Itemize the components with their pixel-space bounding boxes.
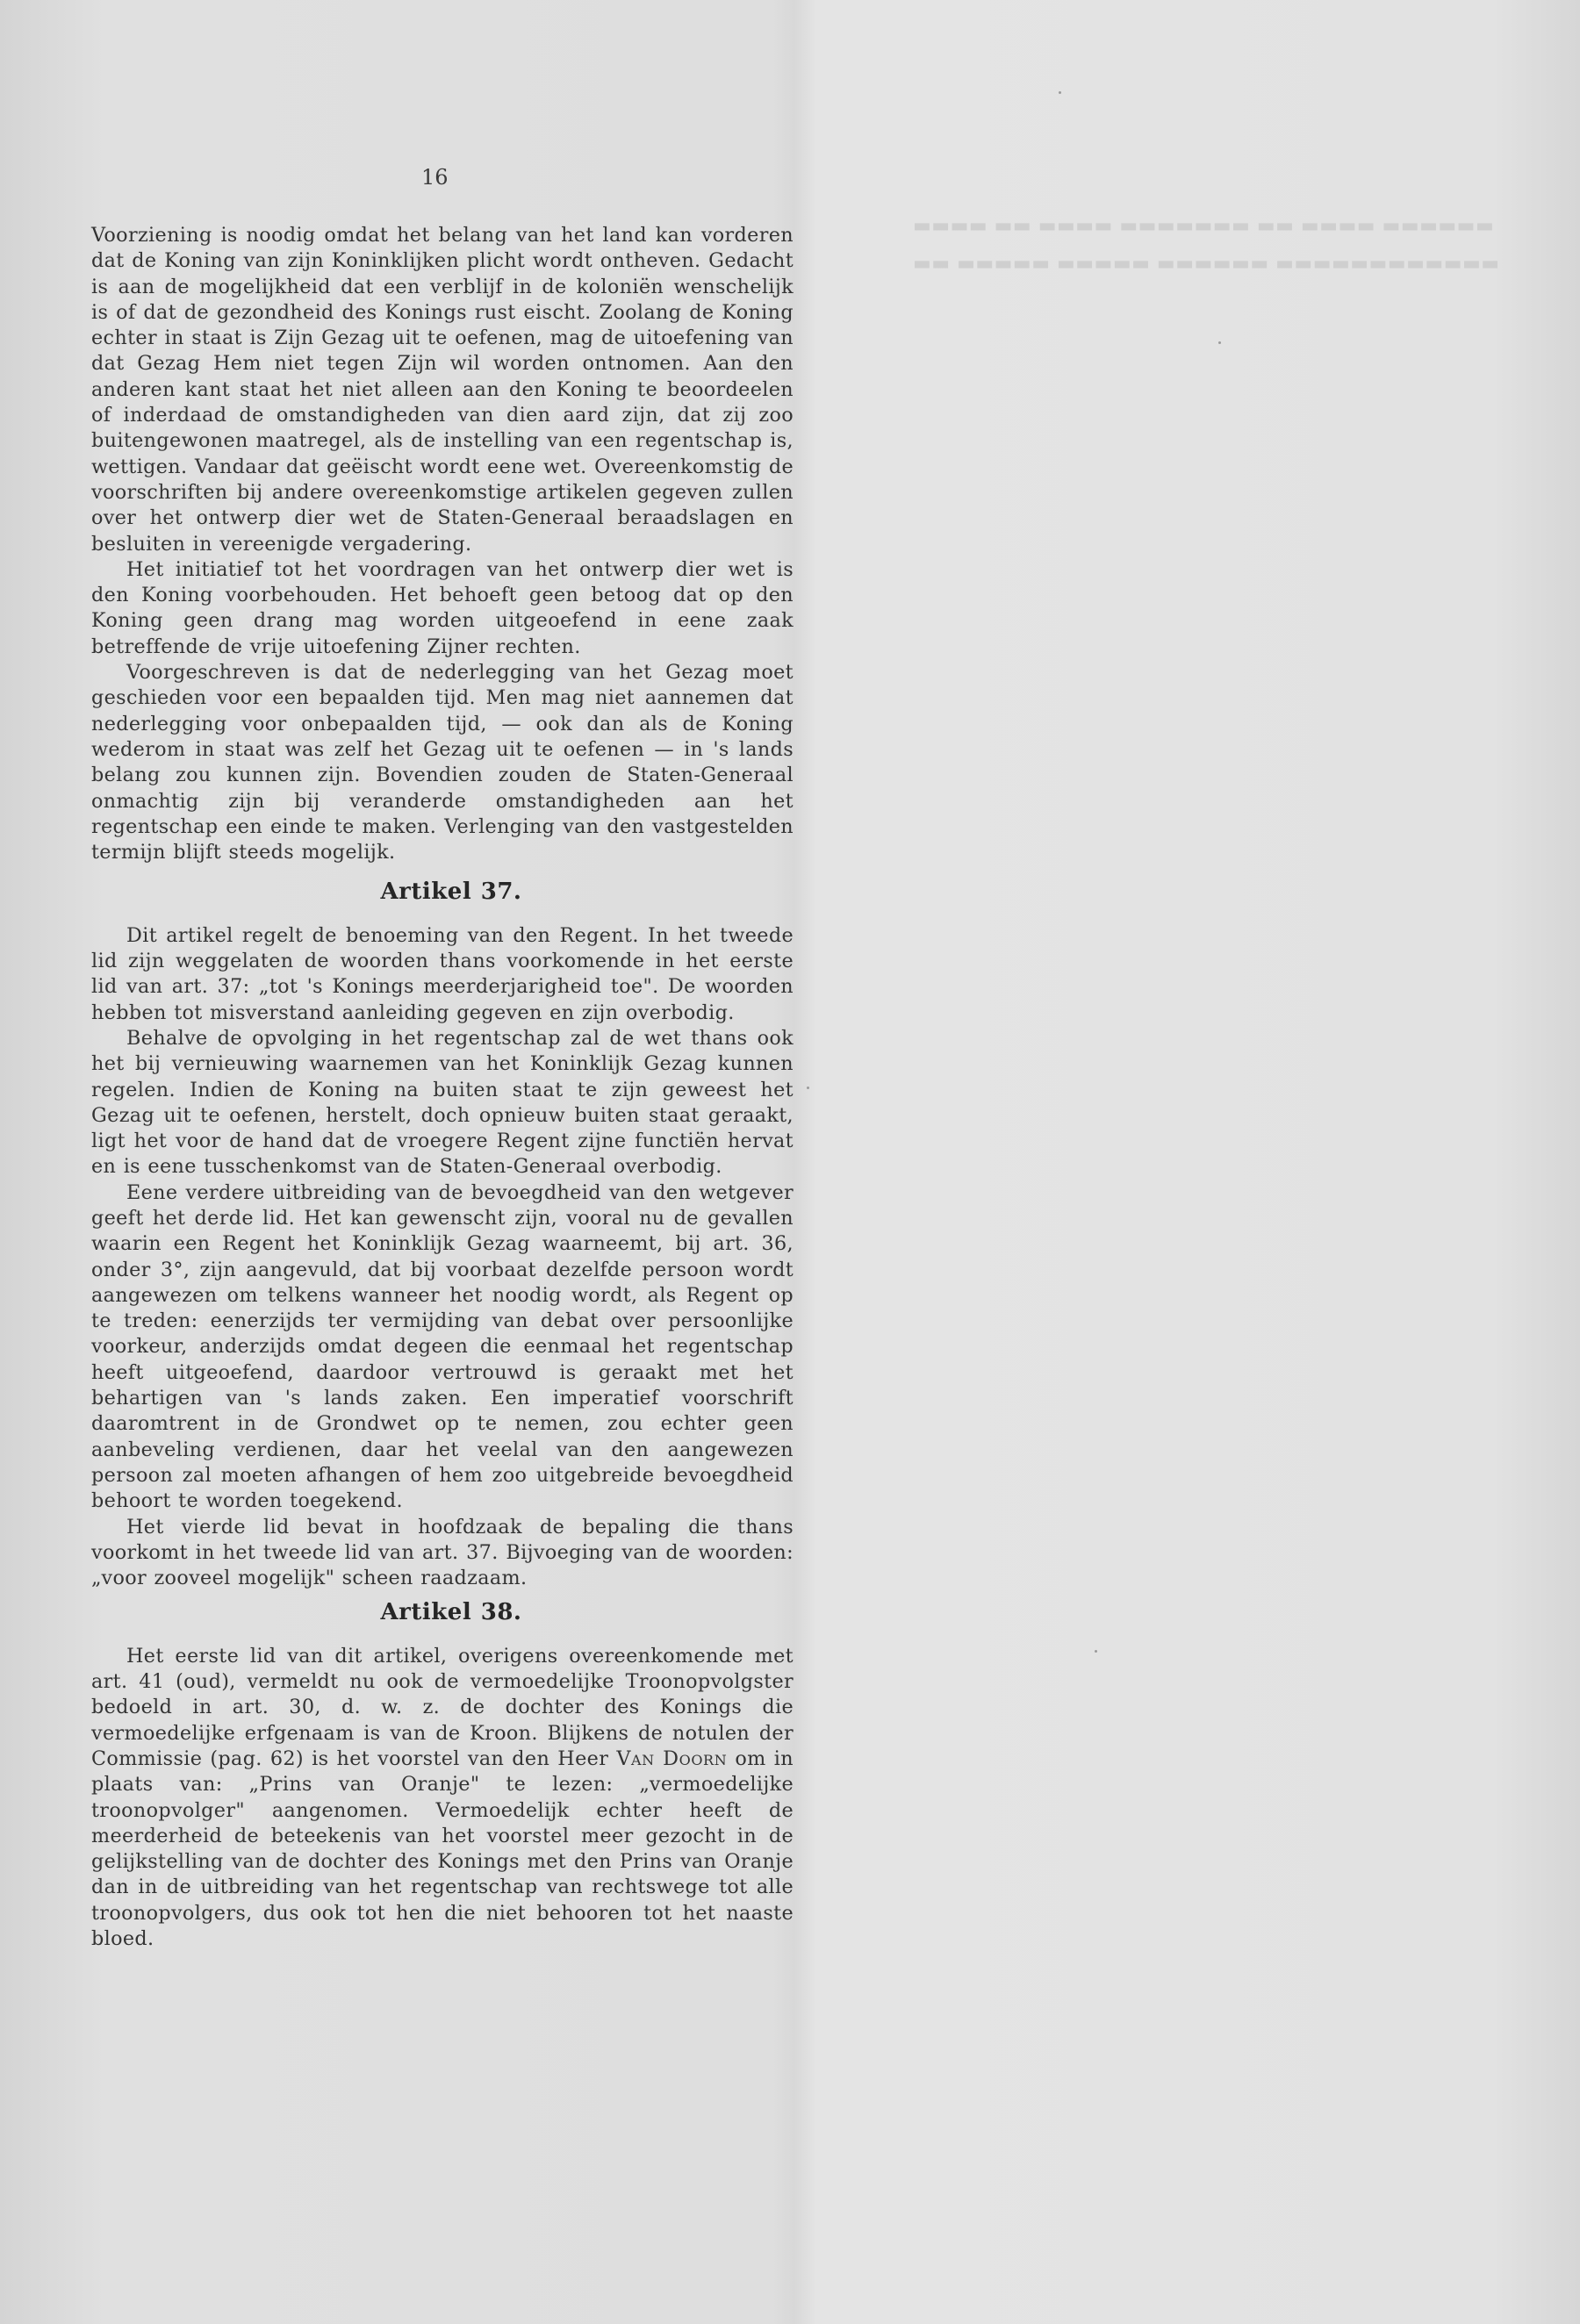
paragraph: Dit artikel regelt de benoeming van den Regent. In het tweede lid zijn weggelaten de woorden thans voorkomende in het eerste lid van art. 37: „tot 's Konings meerderjarigheid toe". De woorden hebben tot misverstand aanleiding gegeven en zijn overbodig. <box>91 923 794 1024</box>
paragraph: Het initiatief tot het voordragen van het ontwerp dier wet is den Koning voorbehouden. Het behoeft geen betoog dat op den Koning geen drang mag worden uitgeoefend in eene zaak betreffende de vrije uitoefening Zijner rechten. <box>91 557 794 658</box>
scan-speck <box>1218 341 1221 344</box>
paragraph: Voorgeschreven is dat de nederlegging van het Gezag moet geschieden voor een bepaalden tijd. Men mag niet aannemen dat nederlegging voor onbepaalden tijd, — ook dan als de Koning wederom in staat was zelf het Gezag uit te oefenen — in 's lands belang zou kunnen zijn. Bovendien zouden de Staten-Generaal onmachtig zijn bij veranderde omstandigheden aan het regentschap een einde te maken. Verlenging van den vastgestelden termijn blijft steeds mogelijk. <box>91 661 794 864</box>
paragraph: Voorziening is noodig omdat het belang van het land kan vorderen dat de Koning van zijn Koninklijken plicht wordt ontheven. Gedacht is aan de mogelijkheid dat een verblijf in de koloniën wenschelijk is of dat de gezondheid des Konings rust eischt. Zoolang de Koning echter in staat is Zijn Gezag uit te oefenen, mag de uitoefening van dat Gezag Hem niet tegen Zijn wil worden ontnomen. Aan den anderen kant staat het niet alleen aan den Koning te beoordeelen of inderdaad de omstandigheden van dien aard zijn, dat zij zoo buitengewonen maatregel, als de instelling van een regentschap is, wettigen. Vandaar dat geëischt wordt eene wet. Overeenkomstig de voorschriften bij andere overeenkomstige artikelen gegeven zullen over het ontwerp dier wet de Staten-Generaal beraadslagen en besluiten in vereenigde vergadering. <box>91 224 794 556</box>
paragraph-text: Het eerste lid van dit artikel, overigens overeenkomende met art. 41 (oud), vermeldt nu ook de vermoedelijke Troonopvolgster bedoeld in art. 30, d. w. z. de dochter des Konings die vermoedelijke erfgenaam is van de Kroon. Blijkens de notulen der Commissie (pag. 62) is het voorstel van den Heer <box>91 1644 794 1770</box>
scan-speck <box>807 1087 809 1089</box>
text-column <box>91 223 794 1952</box>
scan-speck <box>1059 91 1061 94</box>
section-heading-artikel-37: Artikel 37. <box>380 879 522 906</box>
section-heading-artikel-38: Artikel 38. <box>380 1599 522 1626</box>
paragraph: Behalve de opvolging in het regentschap zal de wet thans ook het bij vernieuwing waarnemen van het Koninklijk Gezag kunnen regelen. Indien de Koning na buiten staat te zijn geweest het Gezag uit te oefenen, herstelt, doch opnieuw buiten staat geraakt, ligt het voor de hand dat de vroegere Regent zijne functiën hervat en is eene tusschenkomst van de Staten-Generaal overbodig. <box>91 1026 794 1179</box>
paragraph: Eene verdere uitbreiding van de bevoegdheid van den wetgever geeft het derde lid. Het kan gewenscht zijn, vooral nu de gevallen waarin een Regent het Koninklijk Gezag waarneemt, bij art. 36, onder 3°, zijn aangevuld, dat bij voorbaat dezelfde persoon wordt aangewezen om telkens wanneer het noodig wordt, als Regent op te treden: eenerzijds ter vermijding van debat over persoonlijke voorkeur, anderzijds omdat degeen die eenmaal het regentschap heeft uitgeoefend, daardoor vertrouwd is geraakt met het behartigen van 's lands zaken. Een imperatief voorschrift daaromtrent in de Grondwet op te nemen, zou echter geen aanbeveling verdienen, daar het veelal van den aangewezen persoon zal moeten afhangen of hem zoo uitgebreide bevoegdheid behoort te worden toegekend. <box>91 1180 794 1513</box>
bleed-through-text: ▬▬▬▬ ▬▬ ▬▬▬▬ ▬▬▬▬▬▬▬ ▬▬ ▬▬▬▬ ▬▬▬▬▬▬ <box>913 215 1495 237</box>
person-name: Van Doorn <box>616 1747 728 1770</box>
paragraph <box>91 1644 794 1953</box>
page-number: 16 <box>421 165 449 190</box>
paragraph-text: om in plaats van: „Prins van Oranje" te lezen: „vermoedelijke troonopvolger" aangenomen. Vermoedelijk echter heeft de meerderheid de beteekenis van het voorstel meer gezocht in de gelijkstelling van de dochter des Konings met den Prins van Oranje dan in de uitbreiding van het regentschap van rechtswege tot alle troonopvolgers, dus ook tot hen die niet behooren tot het naaste bloed. <box>91 1747 794 1950</box>
paragraph: Het vierde lid bevat in hoofdzaak de bepaling die thans voorkomt in het tweede lid van art. 37. Bijvoeging van de woorden: „voor zooveel mogelijk" scheen raadzaam. <box>91 1515 794 1590</box>
scan-speck <box>1095 1650 1097 1653</box>
bleed-through-text: ▬▬ ▬▬▬▬▬ ▬▬▬▬▬ ▬▬▬▬▬▬ ▬▬▬▬▬▬▬▬▬▬▬▬ <box>913 253 1500 275</box>
